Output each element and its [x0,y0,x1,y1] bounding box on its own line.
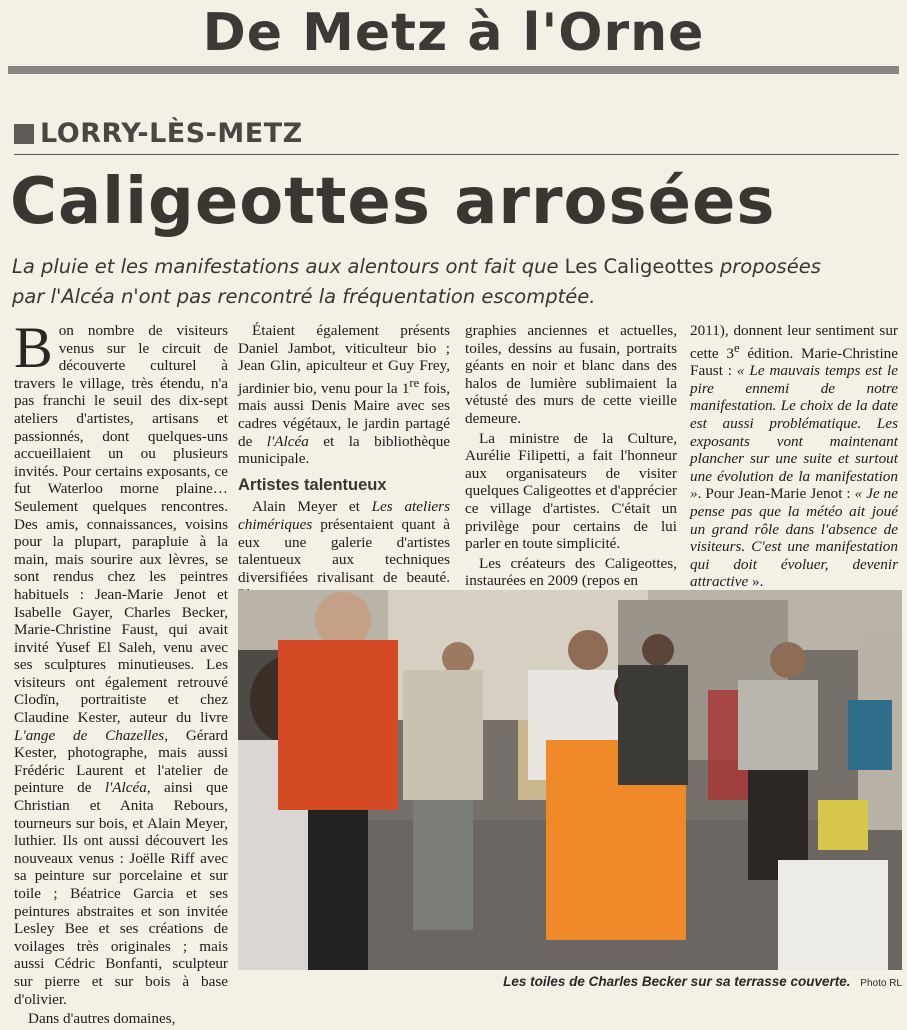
text: présentaient quant à eux une galerie d'artistes talentueux aux techniques diversifiées rivalisant de beauté. [238,516,450,586]
kicker-square-icon [14,124,34,144]
paragraph [238,498,450,604]
text: , ainsi que Christian et Anita Rebours, tourneurs sur bois, et Alain Meyer, luthier. Ils ont aussi découvert les nouveaux venus : Joëlle Riff avec sa peinture sur porcelaine et sur toile ; Béatrice Garcia et ses peintures abstraites et son invitée Lesley Bee et ses créations de voilages très originales ; mais aussi Cédric Bonfanti, sculpteur sur pierre et sur bois à base d'olivier. [14,779,228,1008]
text: Étaient également présents Daniel Jambot, viticulteur bio ; Jean Glin, apiculteur et Guy Frey, jardinier bio, venu pour la 1 [238,322,450,397]
article-column-4 [690,322,898,593]
superscript: e [733,340,740,355]
paragraph [14,315,228,1008]
dropcap: B [14,315,53,380]
paragraph: Dans d'autres domaines, [28,1010,176,1028]
text: édition. Marie-Christine Faust : [690,344,899,380]
paragraph [690,322,898,591]
photo-caption [238,974,902,996]
article-headline: Caligeottes arrosées [10,165,776,239]
text: on nombre de visiteurs venus sur le circuit de découverte culturel à travers le village, très étendu, n'a pas franchi le seuil des dix-sept ateliers d'artistes, artisans et passionnés, dont quelques-uns accueillaient un ou plusieurs invités. Pour certains exposants, ce fut Waterloo morne plaine… Seulement quelques rencontres. Des amis, connaissances, voisins pour la plupart, parapluie à la main, mais sourire aux lèvres, se sont rendus chez les peintres habituels : Jean-Marie Jenot et Isabelle Gayer, Charles Becker, Marie-Christine Faust, qui avait invité Yusef El Saleh, venu avec ses sculptures minutieuses. Les visiteurs ont également retrouvé Clodïn, portraitiste et chez Claudine Kester, auteur du livre [14,322,228,727]
paragraph [238,322,450,468]
masthead-rule [8,66,899,74]
article-column-1 [14,315,228,1030]
italic-text: l'Alcéa [266,432,309,450]
article-deck [12,252,897,312]
quote: « Je ne pense pas que la météo ait joué un grand rôle dans l'absence de visiteurs. C'est une manifestation qui doit évoluer, devenir attractive [690,485,899,591]
deck-part: proposées [719,255,821,278]
text: fois, mais aussi Denis Maire avec ses cadres végétaux, le jardin partagé de [238,379,451,450]
article-column-2 [238,322,450,606]
paragraph: La ministre de la Culture, Aurélie Filipetti, a fait l'honneur aux organisateurs de visiter quelques Caligeottes et d'apprécier ce village d'artistes. C'était un privilège pour certains de lui parler en toute simplicité. [465,429,677,553]
text: et la bibliothèque municipale. [238,432,451,468]
kicker-label: LORRY-LÈS-METZ [40,118,303,149]
section-title: De Metz à l'Orne [202,3,705,63]
article-column-3 [465,322,677,592]
subheading: Artistes talentueux [238,475,387,494]
paragraph: graphies anciennes et actuelles, toiles, dessins au fusain, portraits géants en noir et blanc dans des halos de lumière sublimaient la vétusté des murs de cette vieille demeure. [465,322,677,427]
caption-text: Les toiles de Charles Becker sur sa terrasse couverte. [503,974,851,989]
article-photo [238,590,902,970]
deck-part: La pluie et les manifestations aux alentours ont fait que [12,255,559,278]
text: 2011), donnent leur sentiment sur cette 3 [690,322,898,362]
quote: « Le mauvais temps est le pire ennemi de notre manifestation. Le choix de la date est aussi problématique. Les exposants vont maintenant plancher sur une suite et surtout une évolution de la manifestation » [690,362,898,503]
photo-credit: Photo RL [860,978,902,989]
paragraph: Les créateurs des Caligeottes, instaurées en 2009 (repos en [465,554,677,590]
kicker [14,118,899,155]
text: Alain Meyer et [252,498,360,516]
superscript: re [409,375,420,390]
masthead [0,0,907,78]
text: , Gérard Kester, photographe, mais aussi Frédéric Laurent et l'atelier de peinture de [14,726,228,797]
italic-text: L'ange de Chazelles [14,726,165,744]
text: ». [752,573,764,591]
italic-text: Les ateliers chimériques [238,498,450,533]
italic-text: l'Alcéa [104,779,147,797]
photo-illustration [238,590,902,970]
deck-plain: Les Caligeottes [564,255,714,278]
deck-part: par l'Alcéa n'ont pas rencontré la fréquentation escomptée. [12,285,596,308]
text: . Pour Jean-Marie Jenot : [697,485,851,503]
